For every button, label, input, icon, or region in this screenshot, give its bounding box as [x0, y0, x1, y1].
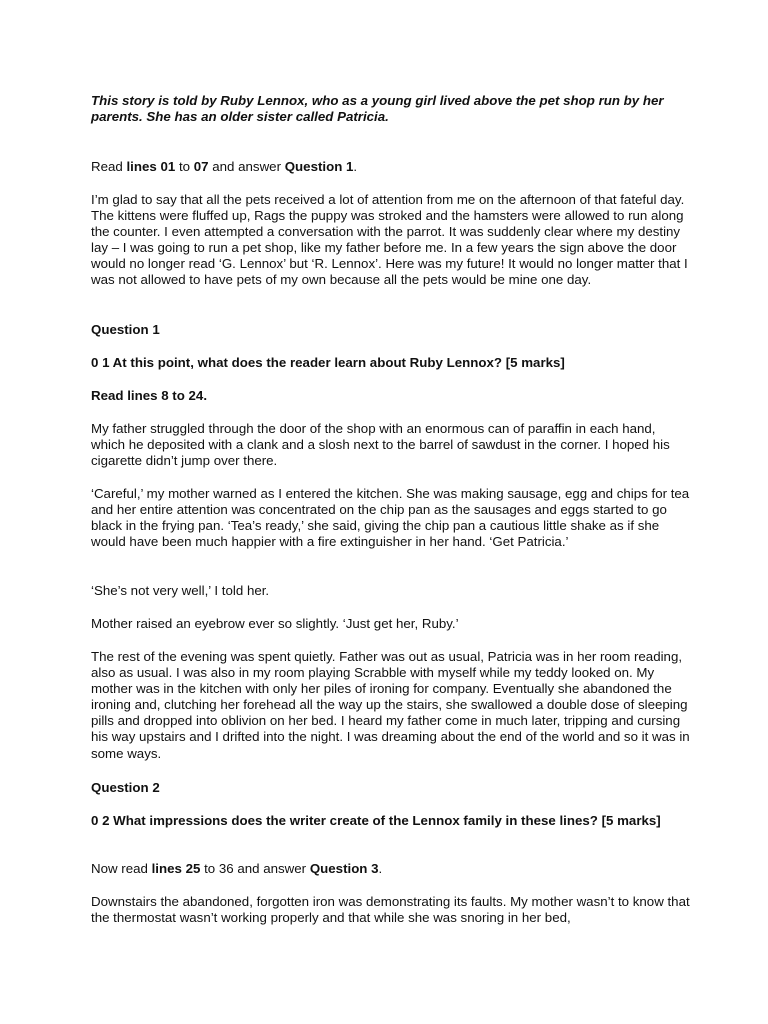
instruction-bold: lines 01: [126, 159, 176, 174]
instruction-bold: lines 25: [151, 861, 201, 876]
question-2-text: 0 2 What impressions does the writer create of the Lennox family in these lines? [5 marks]: [91, 813, 661, 828]
story-paragraph-7: Downstairs the abandoned, forgotten iron was demonstrating its faults. My mother wasn’t to know that the thermostat wasn’t working properly and that while she was snoring in her bed,: [91, 894, 690, 926]
instruction-question-1: [91, 159, 691, 175]
instruction-text: to 36 and answer: [200, 861, 310, 876]
question-1-heading: Question 1: [91, 322, 160, 337]
intro-text: This story is told by Ruby Lennox, who as a young girl lived above the pet shop run by her parents. She has an older sister called Patricia.: [91, 93, 664, 125]
instruction-text: .: [353, 159, 358, 174]
story-paragraph-6: The rest of the evening was spent quietly. Father was out as usual, Patricia was in her room reading, also as usual. I was also in my room playing Scrabble with myself while my teddy looked on. My mother was in the kitchen with only her piles of ironing for company. Eventually she abandoned the ironing and, clutching her forehead all the way up the stairs, she swallowed a double dose of sleeping pills and dropped into oblivion on her bed. I heard my father come in much later, tripping and cursing his way upstairs and I drifted into the night. I was dreaming about the end of the world and so it was in some ways.: [91, 649, 690, 761]
instruction-bold: Question 1: [284, 159, 354, 174]
instruction-text: Now read: [91, 861, 152, 876]
question-1-text: 0 1 At this point, what does the reader learn about Ruby Lennox? [5 marks]: [91, 355, 565, 370]
instruction-question-2: Read lines 8 to 24.: [91, 388, 208, 403]
instruction-question-3: [91, 861, 691, 877]
story-paragraph-3: ‘Careful,’ my mother warned as I entered the kitchen. She was making sausage, egg and chips for tea and her entire attention was concentrated on the chip pan as the sausages and eggs started to go black in the frying pan. ‘Tea’s ready,’ she said, giving the chip pan a cautious little shake as if she would have been much happier with a fire extinguisher in her hand. ‘Get Patricia.’: [91, 486, 690, 550]
story-paragraph-2: My father struggled through the door of the shop with an enormous can of paraffin in each hand, which he deposited with a clank and a slosh next to the barrel of sawdust in the corner. I hoped his cigarette didn’t jump over there.: [91, 421, 670, 469]
instruction-text: and answer: [208, 159, 285, 174]
story-paragraph-1: I’m glad to say that all the pets received a lot of attention from me on the afternoon of that fateful day. The kittens were fluffed up, Rags the puppy was stroked and the hamsters were allowed to run along the counter. I even attempted a conversation with the parrot. It was suddenly clear where my destiny lay – I was going to run a pet shop, like my father before me. In a few years the sign above the door would no longer read ‘G. Lennox’ but ‘R. Lennox’. Here was my future! It would no longer matter that I was not allowed to have pets of my own because all the pets would be mine one day.: [91, 192, 688, 288]
question-2-heading: Question 2: [91, 780, 160, 795]
story-paragraph-4: ‘She’s not very well,’ I told her.: [91, 583, 270, 598]
instruction-text: .: [378, 861, 383, 876]
instruction-text: Read: [91, 159, 127, 174]
story-paragraph-5: Mother raised an eyebrow ever so slightly. ‘Just get her, Ruby.’: [91, 616, 459, 631]
instruction-text: to: [175, 159, 194, 174]
instruction-bold: 07: [193, 159, 209, 174]
instruction-bold: Question 3: [309, 861, 379, 876]
